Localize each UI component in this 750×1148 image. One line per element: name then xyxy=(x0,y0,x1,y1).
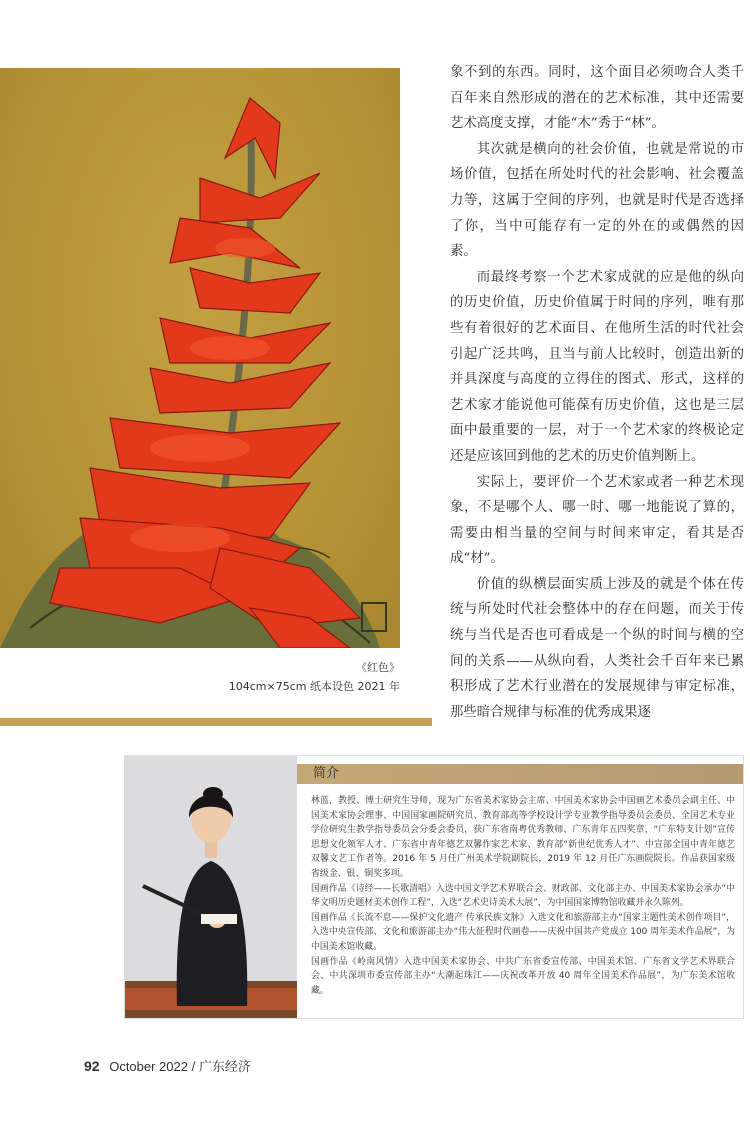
artist-portrait xyxy=(125,756,297,1018)
artwork-painting xyxy=(0,68,400,648)
article-text xyxy=(450,60,744,725)
article-paragraph: 实际上，要评价一个艺术家或者一种艺术现象，不是哪个人、哪一时、哪一地能说了算的，需要由相当量的空间与时间来审定，看其是否成“材”。 xyxy=(450,474,744,567)
page-number: 92 xyxy=(84,1058,100,1074)
bio-heading: 简介 xyxy=(313,766,340,781)
artwork-title: 《红色》 xyxy=(356,661,400,674)
issue-label: October 2022 / 广东经济 xyxy=(109,1059,251,1074)
bio-paragraph: 国画作品《诗经——长歌清唱》入选中国文学艺术界联合会、财政部、文化部主办、中国美术家协会承办“中华文明历史题材美术创作工程”，入选“艺术史诗美术大展”，为中国国家博物馆收藏并永久陈列。 xyxy=(311,883,735,909)
bio-paragraph: 国画作品《岭南风情》入选中国美术家协会、中共广东省委宣传部、中国美术馆、广东省文学艺术界联合会、中共深圳市委宣传部主办“大潮起珠江——庆祝改革开放 40 周年全国美术作品展”，为广东美术馆收藏。 xyxy=(311,956,735,996)
artwork-details: 104cm×75cm 纸本设色 2021 年 xyxy=(228,680,400,693)
article-paragraph: 其次就是横向的社会价值，也就是常说的市场价值，包括在所处时代的社会影响、社会覆盖力等，这属于空间的序列，也就是时代是否选择了你，当中可能存有一定的外在的或偶然的因素。 xyxy=(450,141,744,260)
article-paragraph: 象不到的东西。同时，这个面目必须吻合人类千百年来自然形成的潜在的艺术标准，其中还需要艺术高度支撑，才能“木”秀于“林”。 xyxy=(450,65,744,132)
artist-bio-box xyxy=(124,755,744,1019)
article-paragraph: 而最终考察一个艺术家成就的应是他的纵向的历史价值，历史价值属于时间的序列，唯有那些有着很好的艺术面目、在他所生活的时代社会引起广泛共鸣，且当与前人比较时，创造出新的并具深度与高度的立得住的图式、形式，这样的艺术家才能说他可能葆有历史价值，这也是三层面中最重要的一层，对于一个艺术家的终极论定还是应该回到他的艺术的历史价值判断上。 xyxy=(450,269,744,464)
artwork-caption xyxy=(150,658,400,696)
gold-divider xyxy=(0,718,432,726)
article-paragraph: 价值的纵横层面实质上涉及的就是个体在传统与所处时代社会整体中的存在问题，而关于传统与当代是否也可看成是一个纵的时间与横的空间的关系——从纵向看，人类社会千百年来已累积形成了艺术行业潜在的发展规律与审定标准，那些暗合规律与标准的优秀成果逐 xyxy=(450,576,744,720)
bio-heading-bar xyxy=(297,764,743,784)
red-flower-painting-image xyxy=(0,68,400,648)
bio-paragraph: 林蓝，教授、博士研究生导师，现为广东省美术家协会主席、中国美术家协会中国画艺术委员会副主任、中国美术家协会理事、中国国家画院研究员、教育部高等学校设计学专业教学指导委员会委员、全国艺术专业学位研究生教学指导委员会分委会委员，获广东省南粤优秀教师、广东青年五四奖章、“广东特支计划”宣传思想文化领军人才、广东省中青年德艺双馨作家艺术家、教育部“新世纪优秀人才”、中宣部全国中青年德艺双馨文艺工作者等。2016 年 5 月任广州美术学院副院长，2019 年 12 月任广东画院院长。作品获国家级省级金、银、铜奖多项。 xyxy=(311,796,735,879)
bio-text xyxy=(311,794,735,998)
page-footer xyxy=(84,1056,251,1075)
artist-portrait-image xyxy=(125,756,297,1018)
bio-paragraph: 国画作品《长流不息——保护文化遗产 传承民族文脉》入选文化和旅游部主办“国家主题性美术创作项目”，入选中央宣传部、文化和旅游部主办“伟大征程时代画卷——庆祝中国共产党成立 100 周年美术作品展”，为中国美术馆收藏。 xyxy=(311,912,735,952)
